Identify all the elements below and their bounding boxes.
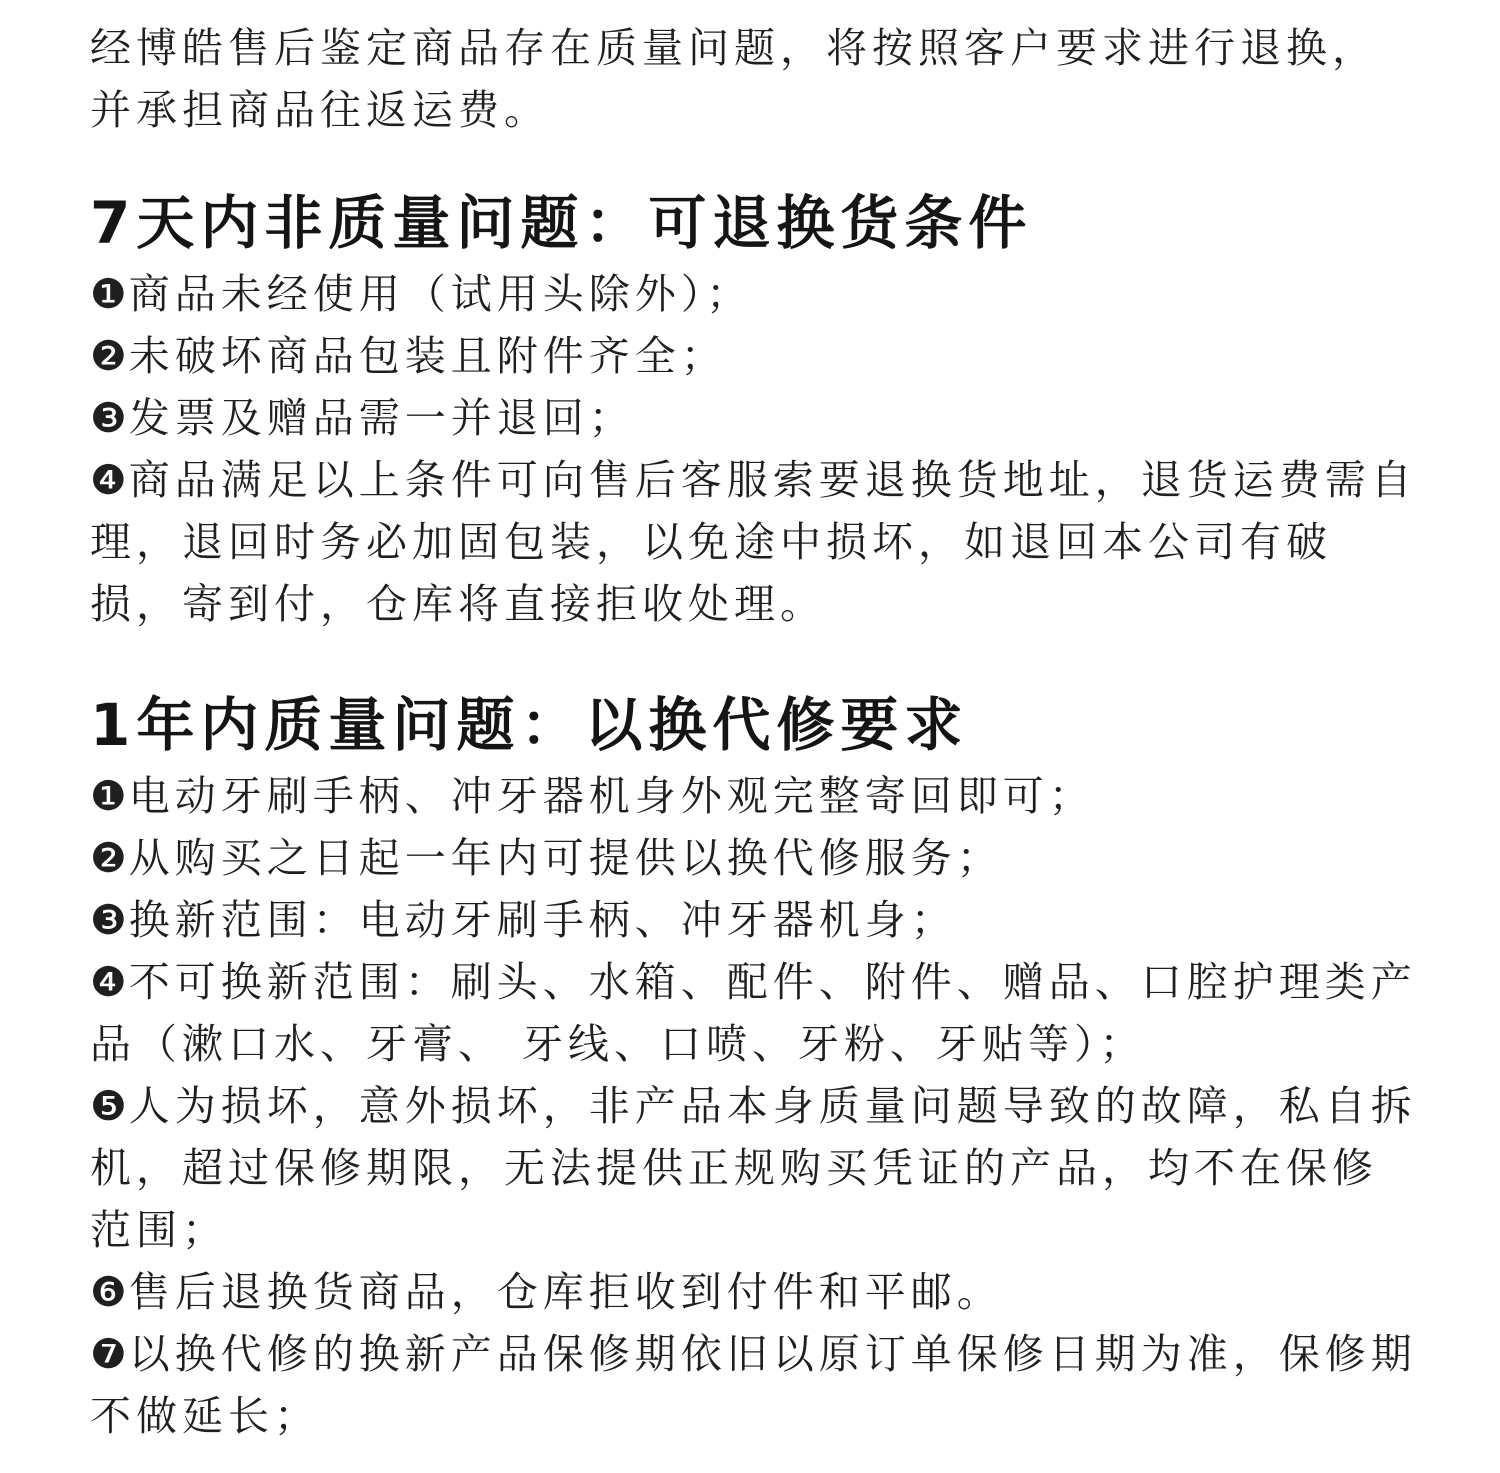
list-item <box>90 1323 1420 1447</box>
list-item <box>90 1075 1420 1261</box>
list-item <box>90 1261 1420 1323</box>
item-number-marker: ❼ <box>90 1330 127 1378</box>
intro-paragraph: 经博皓售后鉴定商品存在质量问题，将按照客户要求进行退换，并承担商品往返运费。 <box>90 24 1378 134</box>
list-item-text: 商品未经使用（试用头除外）； <box>128 270 753 318</box>
item-number-marker: ❷ <box>90 834 127 882</box>
section-heading-1-year-warranty: 1年内质量问题：以换代修要求 <box>90 691 969 759</box>
list-item-text: 发票及赠品需一并退回； <box>128 394 635 442</box>
list-item-text: 人为损坏，意外损坏，非产品本身质量问题导致的故障，私自拆机，超过保修期限，无法提供正规购买凭证的产品，均不在保修范围； <box>90 1082 1417 1254</box>
item-number-marker: ❹ <box>90 958 127 1006</box>
list-item <box>90 889 1420 951</box>
list-item-text: 以换代修的换新产品保修期依旧以原订单保修日期为准，保修期不做延长； <box>90 1330 1417 1440</box>
item-number-marker: ❺ <box>90 1082 127 1130</box>
list-item-text: 不可换新范围：刷头、水箱、配件、附件、赠品、口腔护理类产品（漱口水、牙膏、 牙线、口喷、牙粉、牙贴等）； <box>90 958 1417 1068</box>
section-heading-7-day-return: 7天内非质量问题：可退换货条件 <box>90 189 1033 257</box>
policy-document <box>90 0 1420 1447</box>
list-item <box>90 951 1420 1075</box>
list-item <box>90 449 1420 635</box>
item-number-marker: ❶ <box>90 270 127 318</box>
list-item-text: 未破坏商品包装且附件齐全； <box>128 332 727 380</box>
list-item-text: 售后退换货商品，仓库拒收到付件和平邮。 <box>128 1268 1003 1316</box>
section2-list <box>90 765 1420 1447</box>
list-item-text: 电动牙刷手柄、冲牙器机身外观完整寄回即可； <box>128 772 1095 820</box>
item-number-marker: ❹ <box>90 456 127 504</box>
item-number-marker: ❸ <box>90 896 127 944</box>
item-number-marker: ❶ <box>90 772 127 820</box>
list-item <box>90 387 1420 449</box>
list-item-text: 商品满足以上条件可向售后客服索要退换货地址，退货运费需自理，退回时务必加固包装，以免途中损坏，如退回本公司有破损，寄到付，仓库将直接拒收处理。 <box>90 456 1417 628</box>
list-item-text: 从购买之日起一年内可提供以换代修服务； <box>128 834 1003 882</box>
item-number-marker: ❷ <box>90 332 127 380</box>
item-number-marker: ❻ <box>90 1268 127 1316</box>
list-item <box>90 765 1420 827</box>
list-item <box>90 325 1420 387</box>
list-item <box>90 827 1420 889</box>
item-number-marker: ❸ <box>90 394 127 442</box>
section1-list <box>90 263 1420 635</box>
list-item-text: 换新范围：电动牙刷手柄、冲牙器机身； <box>128 896 957 944</box>
list-item <box>90 263 1420 325</box>
